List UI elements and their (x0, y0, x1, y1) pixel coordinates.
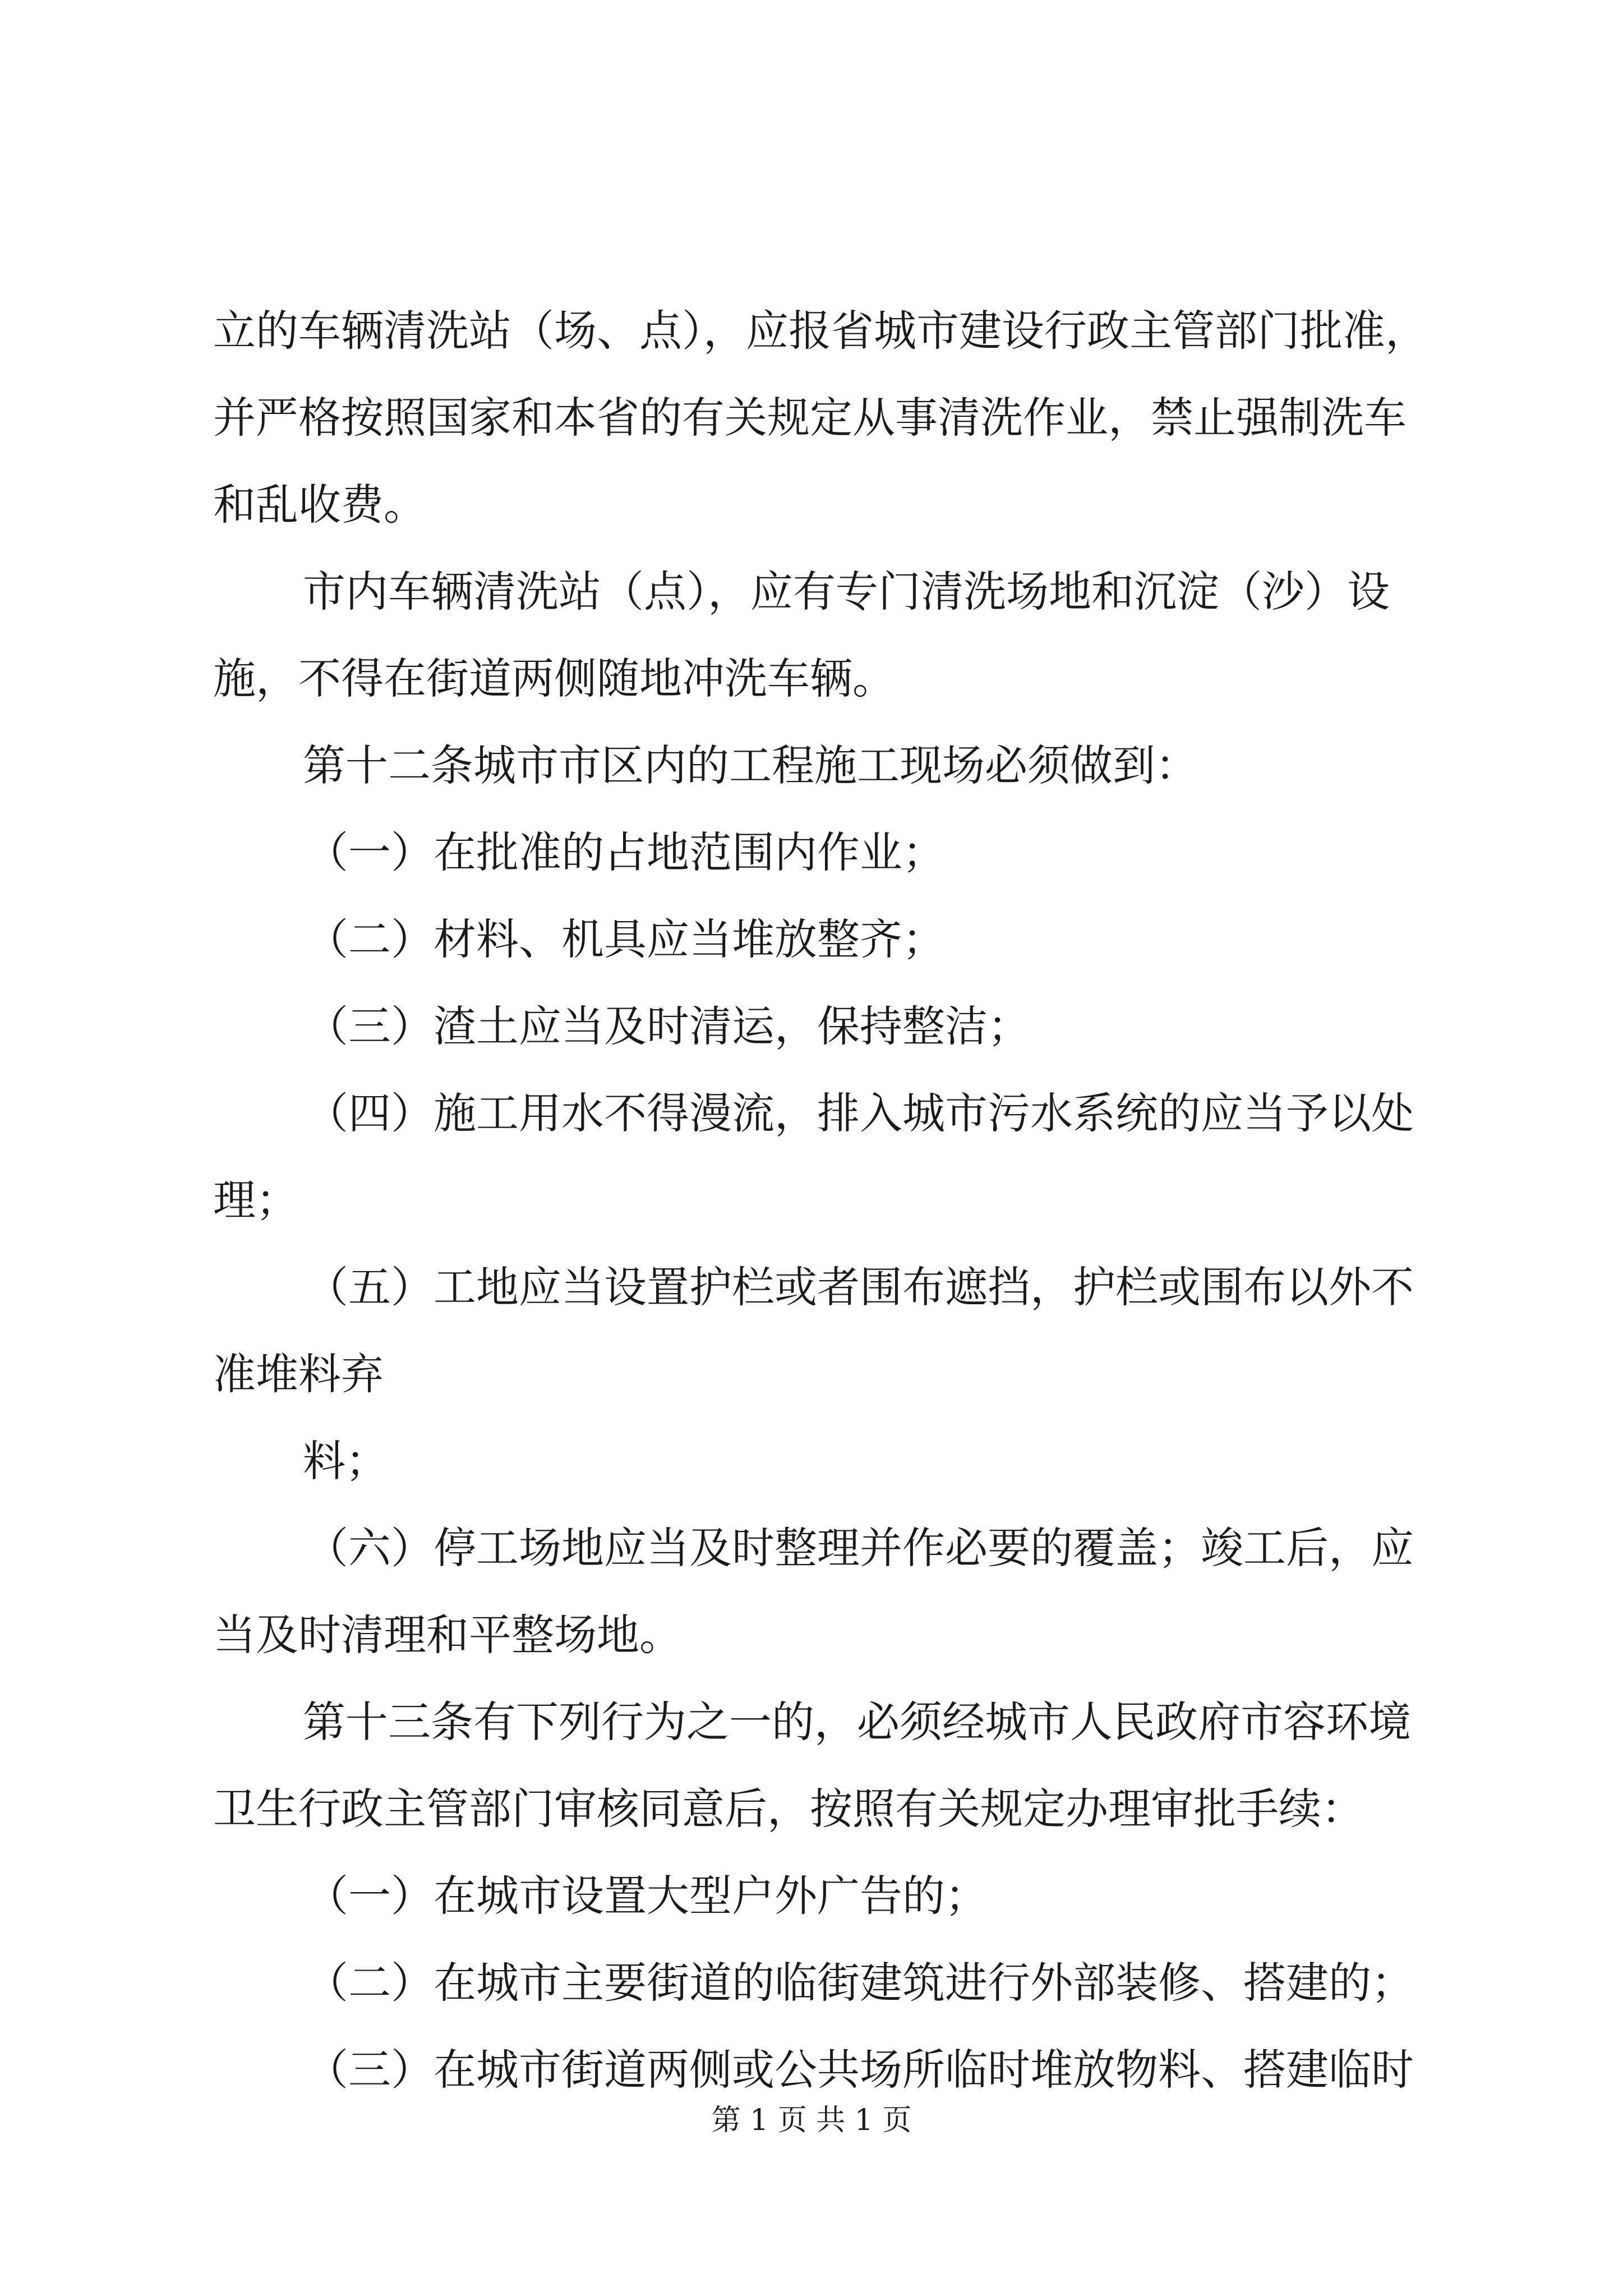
text-line: （六）停工场地应当及时整理并作必要的覆盖；竣工后，应 (306, 1523, 1414, 1573)
text-line: 准堆料弃 (213, 1349, 384, 1399)
text-line: （一）在批准的占地范围内作业； (306, 827, 945, 877)
text-line: 当及时清理和平整场地。 (213, 1610, 682, 1660)
text-line: （一）在城市设置大型户外广告的； (306, 1871, 988, 1921)
text-line: 料； (303, 1436, 388, 1486)
page-number-footer: 第 1 页 共 1 页 (711, 2104, 912, 2137)
text-line: （三）渣土应当及时清运，保持整洁； (306, 1001, 1030, 1051)
text-line: （三）在城市街道两侧或公共场所临时堆放物料、搭建临时 (306, 2045, 1414, 2095)
text-line: 和乱收费。 (213, 480, 426, 530)
text-line: 卫生行政主管部门审核同意后，按照有关规定办理审批手续： (213, 1784, 1364, 1834)
text-line: 理； (213, 1175, 298, 1225)
text-line: （五）工地应当设置护栏或者围布遮挡，护栏或围布以外不 (306, 1262, 1414, 1312)
text-line: （二）在城市主要街道的临街建筑进行外部装修、搭建的； (306, 1958, 1414, 2008)
text-line: 第十三条有下列行为之一的，必须经城市人民政府市容环境 (303, 1697, 1411, 1747)
text-line: 并严格按照国家和本省的有关规定从事清洗作业，禁止强制洗车 (213, 393, 1407, 443)
text-line: （二）材料、机具应当堆放整齐； (306, 914, 945, 964)
text-line: 立的车辆清洗站（场、点），应报省城市建设行政主管部门批准， (213, 306, 1428, 356)
text-line: 第十二条城市市区内的工程施工现场必须做到： (303, 740, 1198, 790)
text-line: 市内车辆清洗站（点），应有专门清洗场地和沉淀（沙）设 (303, 567, 1390, 616)
text-line: 施，不得在街道两侧随地冲洗车辆。 (213, 654, 895, 703)
text-line: （四）施工用水不得漫流，排入城市污水系统的应当予以处 (306, 1088, 1414, 1138)
